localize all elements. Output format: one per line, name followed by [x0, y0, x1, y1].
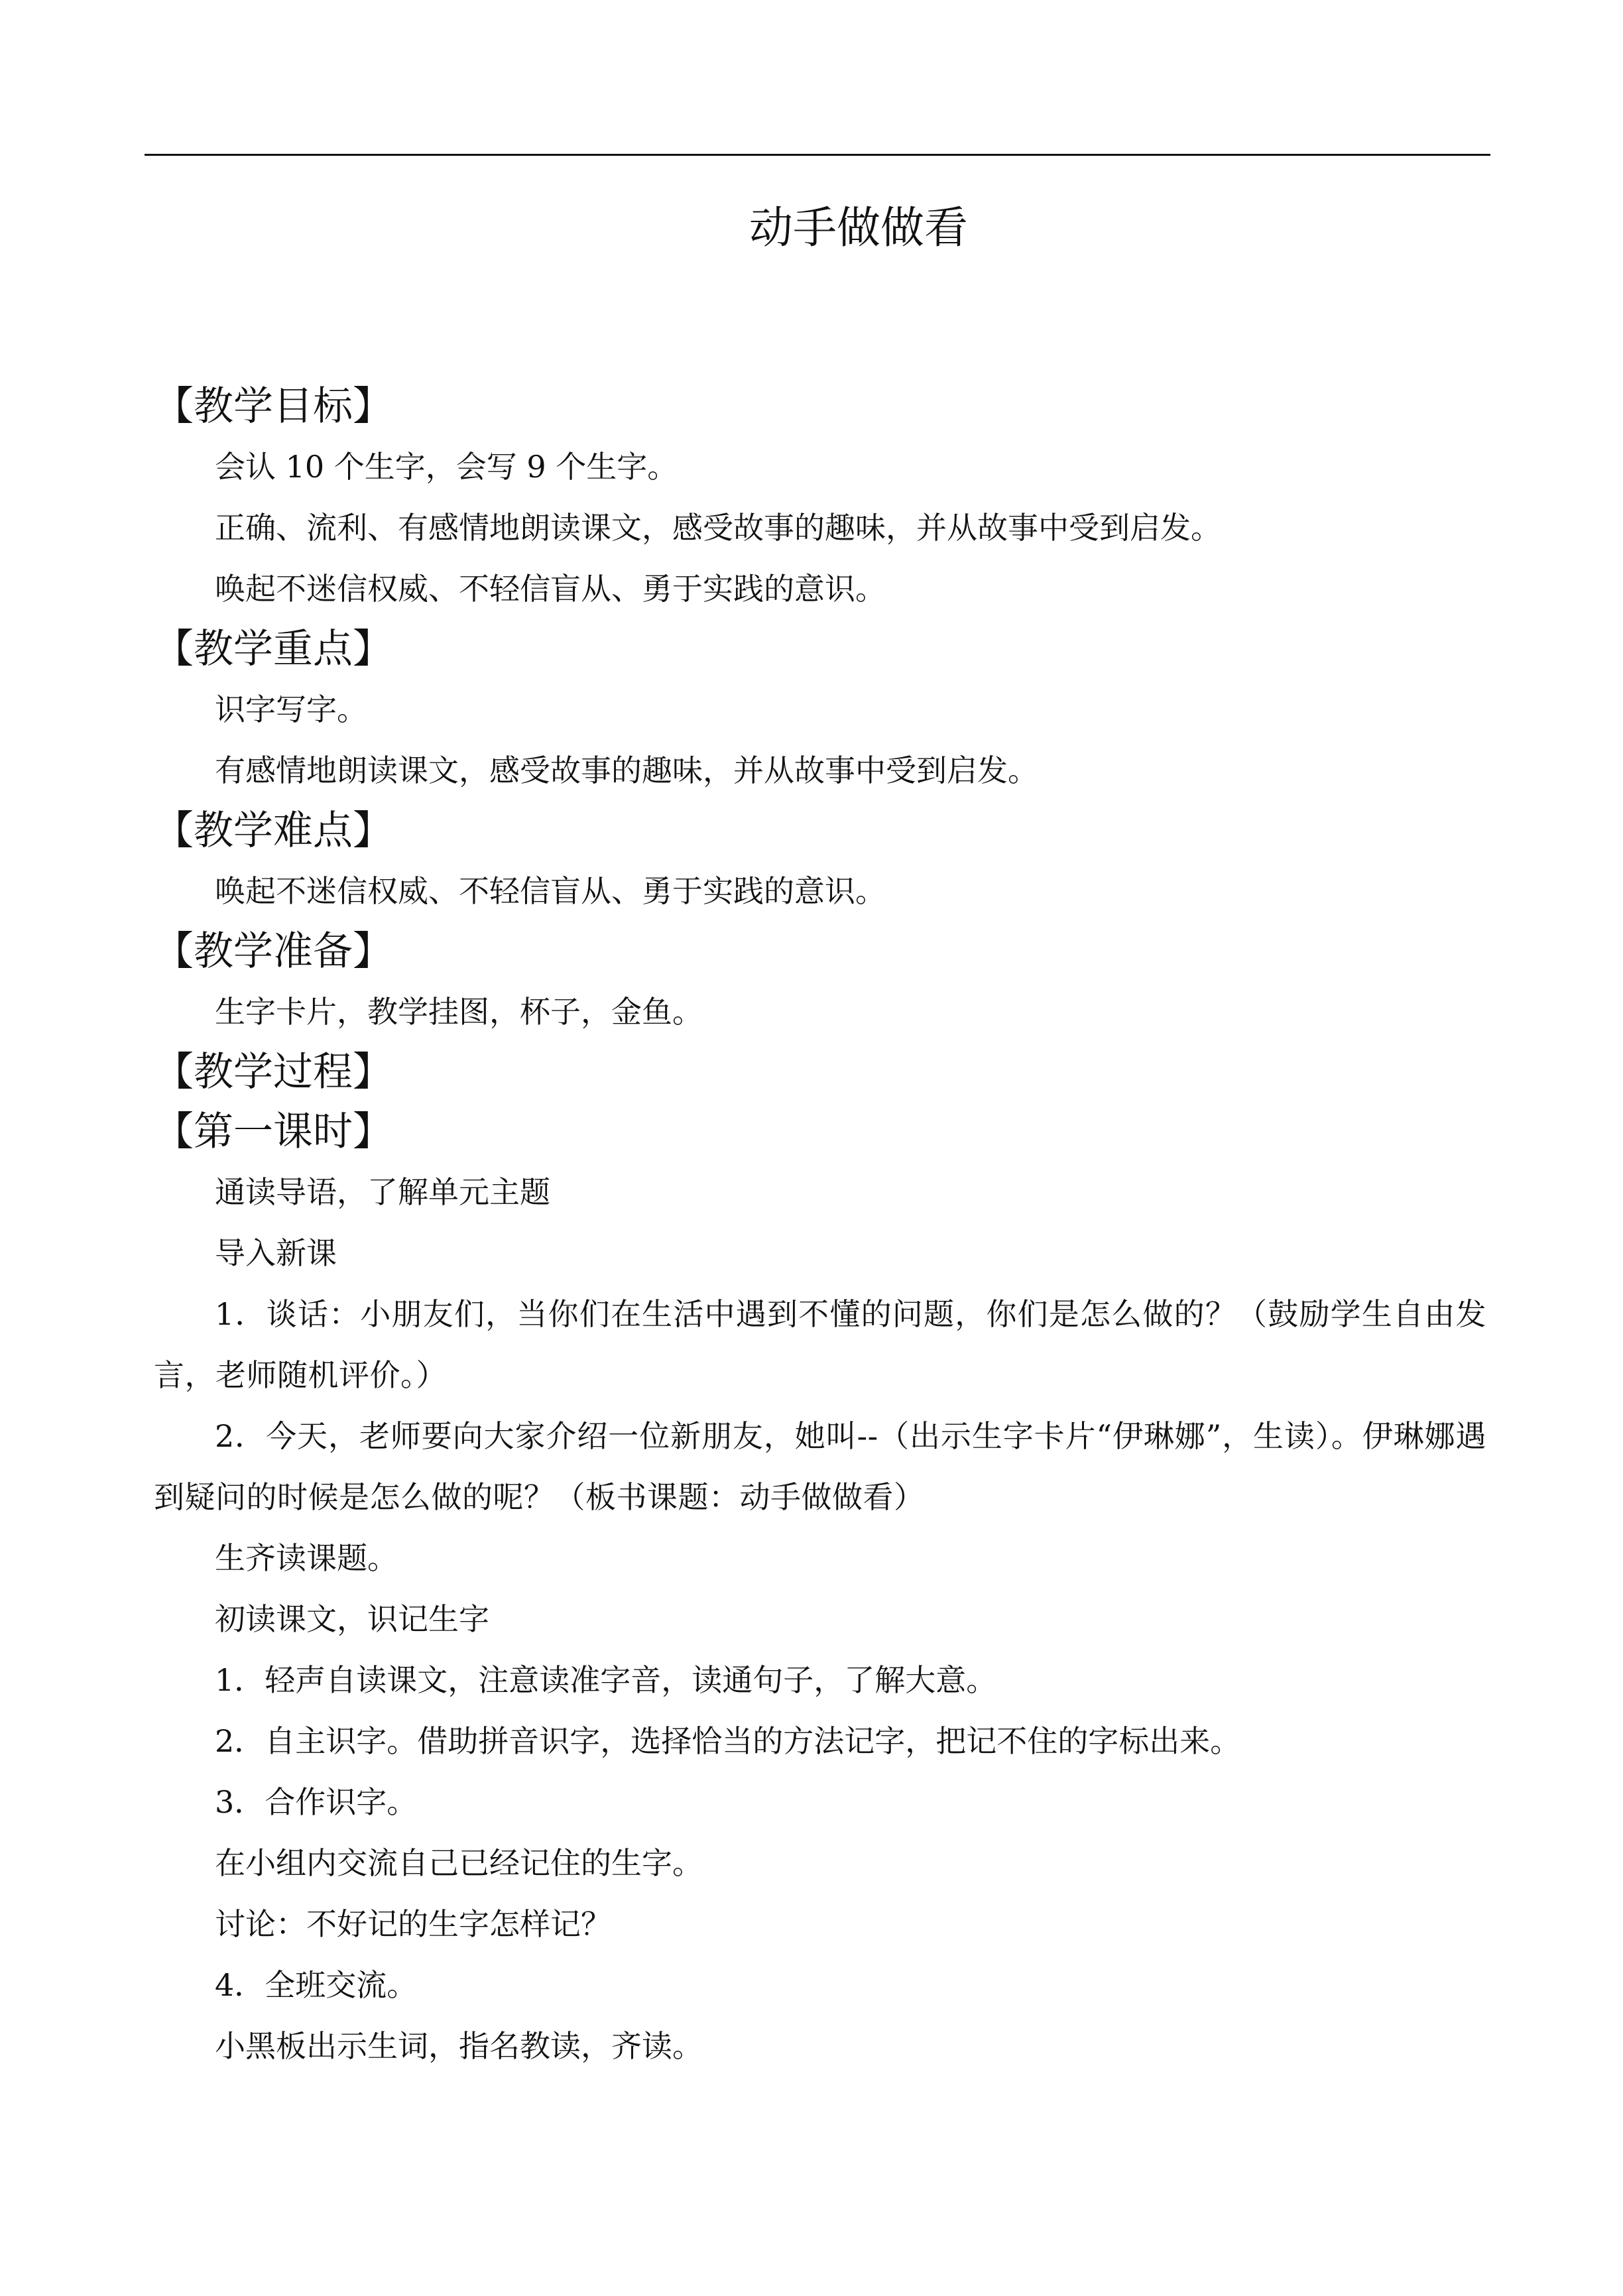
heading-key-points: 【教学重点】	[154, 626, 392, 672]
heading-lesson-one: 【第一课时】	[154, 1109, 392, 1155]
document-title: 动手做做看	[749, 202, 968, 253]
lesson-line: 导入新课	[215, 1235, 337, 1271]
lesson-paragraph: 1．谈话：小朋友们，当你们在生活中遇到不懂的问题，你们是怎么做的？（鼓励学生自由发言，老师随机评价。）	[154, 1296, 1486, 1393]
lesson-line: 通读导语，了解单元主题	[215, 1174, 550, 1210]
lesson-paragraph: 2．今天，老师要向大家介绍一位新朋友，她叫--（出示生字卡片“伊琳娜”，生读）。伊琳娜遇到疑问的时候是怎么做的呢？（板书课题：动手做做看）	[154, 1418, 1486, 1515]
lesson-line: 小黑板出示生词，指名教读，齐读。	[215, 2028, 703, 2064]
lesson-line: 4．全班交流。	[215, 1967, 418, 2003]
goal-line: 唤起不迷信权威、不轻信盲从、勇于实践的意识。	[215, 571, 886, 607]
heading-preparation: 【教学准备】	[154, 928, 392, 975]
heading-teaching-process: 【教学过程】	[154, 1049, 392, 1095]
lesson-line: 2．自主识字。借助拼音识字，选择恰当的方法记字，把记不住的字标出来。	[215, 1723, 1241, 1759]
goal-line: 会认 10 个生字，会写 9 个生字。	[215, 449, 678, 485]
key-point-line: 识字写字。	[215, 692, 367, 727]
heading-teaching-goals: 【教学目标】	[154, 383, 392, 430]
difficulty-line: 唤起不迷信权威、不轻信盲从、勇于实践的意识。	[215, 873, 886, 909]
key-point-line: 有感情地朗读课文，感受故事的趣味，并从故事中受到启发。	[215, 753, 1038, 788]
lesson-line: 初读课文，识记生字	[215, 1601, 489, 1637]
header-rule	[145, 154, 1490, 156]
heading-difficulties: 【教学难点】	[154, 808, 392, 854]
document-body	[154, 377, 1486, 2077]
lesson-line: 3．合作识字。	[215, 1784, 418, 1820]
lesson-line: 在小组内交流自己已经记住的生字。	[215, 1845, 703, 1881]
lesson-line: 讨论：不好记的生字怎样记？	[215, 1906, 611, 1942]
goal-line: 正确、流利、有感情地朗读课文，感受故事的趣味，并从故事中受到启发。	[215, 510, 1221, 546]
lesson-line: 生齐读课题。	[215, 1540, 398, 1576]
lesson-line: 1．轻声自读课文，注意读准字音，读通句子，了解大意。	[215, 1662, 997, 1698]
preparation-line: 生字卡片，教学挂图，杯子，金鱼。	[215, 994, 703, 1030]
